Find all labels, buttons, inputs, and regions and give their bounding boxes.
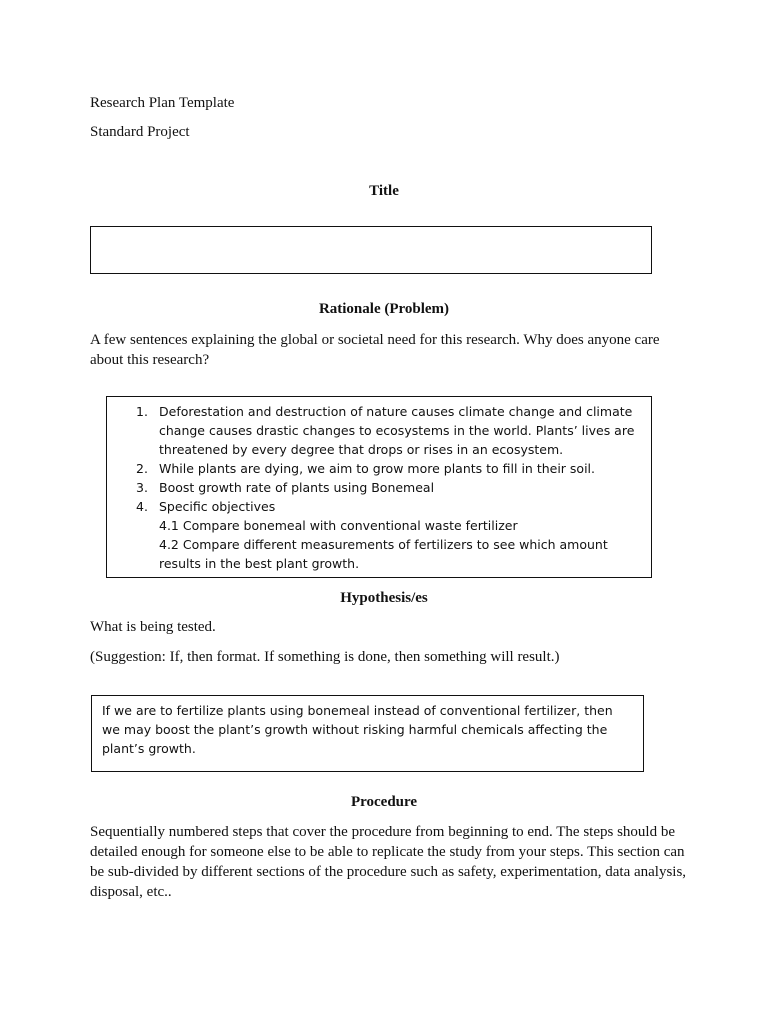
list-item-text: Deforestation and destruction of nature causes climate change and climate change causes drastic changes to ecosystems in the world. Plants’ lives are threatened by every degree that drops or rises in an ecosystem. xyxy=(159,404,635,457)
rationale-list xyxy=(107,402,641,573)
procedure-heading: Procedure xyxy=(350,794,418,810)
list-item-text: Boost growth rate of plants using Bonemeal xyxy=(159,480,435,495)
hypothesis-description: What is being tested. xyxy=(90,619,216,635)
procedure-description: Sequentially numbered steps that cover the procedure from beginning to end. The steps should be detailed enough for someone else to be able to replicate the study from your steps. This section can be sub-divided by different sections of the procedure such as safety, experimentation, data analysis, disposal, etc.. xyxy=(90,824,687,900)
document-header-line1: Research Plan Template xyxy=(90,95,235,111)
list-item-number: 1. xyxy=(136,404,148,419)
list-item xyxy=(107,478,641,497)
hypothesis-value: If we are to fertilize plants using bonemeal instead of conventional fertilizer, then we may boost the plant’s growth without risking harmful chemicals affecting the plant’s growth. xyxy=(102,703,613,756)
rationale-heading: Rationale (Problem) xyxy=(318,301,450,317)
list-item-number: 3. xyxy=(136,480,148,495)
sub-item: 4.1 Compare bonemeal with conventional waste fertilizer xyxy=(159,518,518,533)
hypothesis-heading: Hypothesis/es xyxy=(340,590,428,606)
rationale-description: A few sentences explaining the global or societal need for this research. Why does anyone care about this research? xyxy=(90,332,660,368)
title-heading: Title xyxy=(369,183,399,199)
list-item-text: While plants are dying, we aim to grow more plants to fill in their soil. xyxy=(159,461,595,476)
list-item-text: Specific objectives xyxy=(159,499,276,514)
list-item xyxy=(107,497,641,573)
sub-item: 4.2 Compare different measurements of fertilizers to see which amount results in the best plant growth. xyxy=(159,537,608,571)
rationale-box[interactable] xyxy=(106,396,652,578)
list-item-number: 2. xyxy=(136,461,148,476)
document-header-line2: Standard Project xyxy=(90,124,190,140)
list-item xyxy=(107,459,641,478)
list-item xyxy=(107,402,641,459)
title-input-box[interactable] xyxy=(90,226,652,274)
hypothesis-box[interactable] xyxy=(91,695,644,772)
hypothesis-suggestion: (Suggestion: If, then format. If something is done, then something will result.) xyxy=(90,649,560,665)
list-item-number: 4. xyxy=(136,499,148,514)
